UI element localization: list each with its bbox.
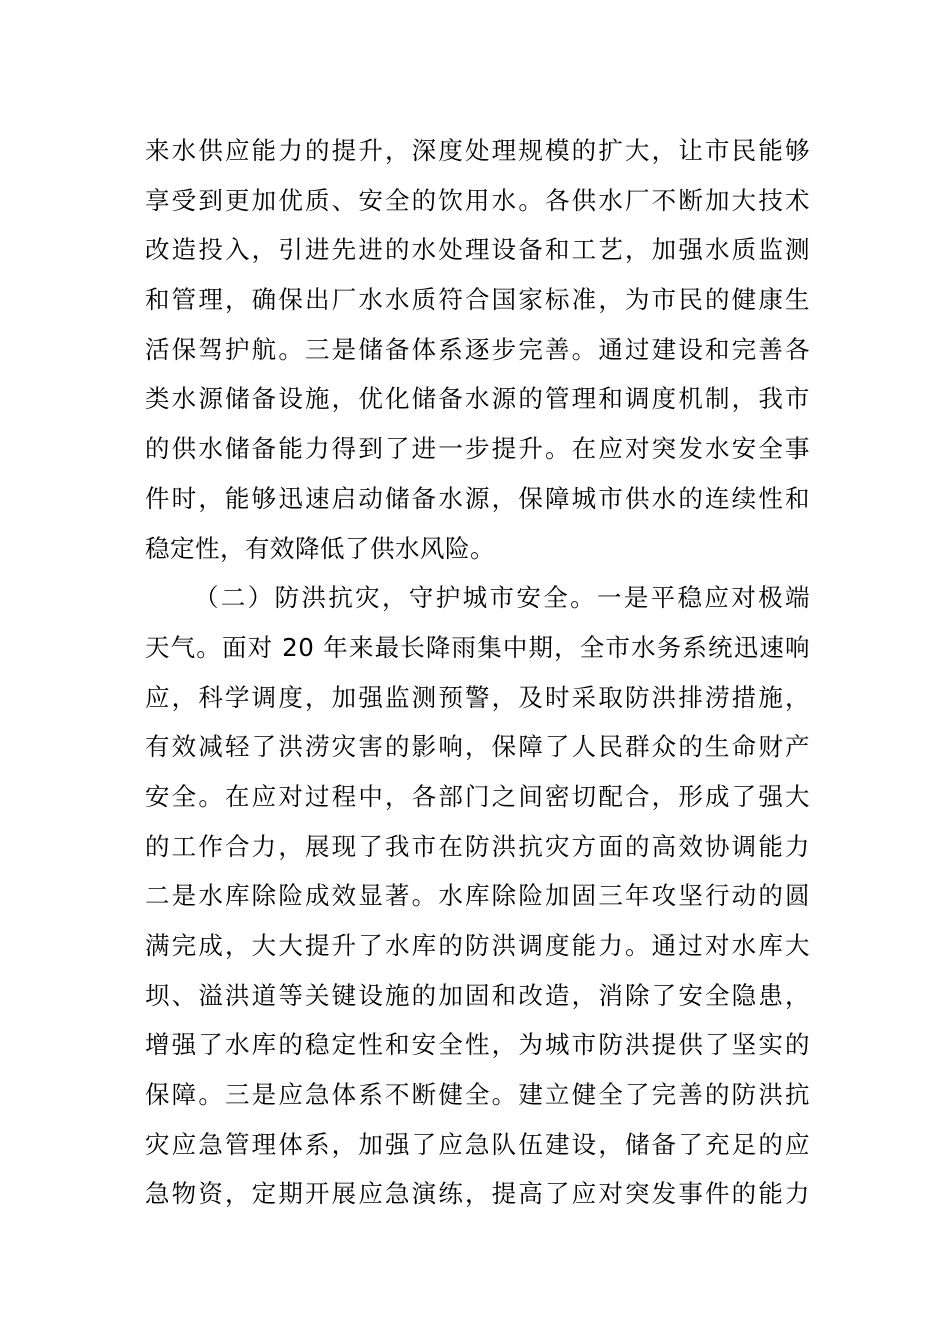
text-line: 灾应急管理体系，加强了应急队伍建设，储备了充足的应 (145, 1129, 810, 1159)
text-line: 件时，能够迅速启动储备水源，保障城市供水的连续性和 (145, 483, 810, 513)
text-line: 二是水库除险成效显著。水库除险加固三年攻坚行动的圆 (145, 881, 810, 911)
body-text (145, 126, 810, 1219)
text-line: 保障。三是应急体系不断健全。建立健全了完善的防洪抗 (145, 1080, 810, 1110)
text-line: 活保驾护航。三是储备体系逐步完善。通过建设和完善各 (145, 334, 810, 364)
text-line: 应，科学调度，加强监测预警，及时采取防洪排涝措施， (145, 682, 810, 712)
text-line: 满完成，大大提升了水库的防洪调度能力。通过对水库大 (145, 931, 810, 960)
text-line: 安全。在应对过程中，各部门之间密切配合，形成了强大 (145, 781, 810, 811)
section-heading-line: （二）防洪抗灾，守护城市安全。一是平稳应对极端 (194, 583, 810, 613)
text-line: 来水供应能力的提升，深度处理规模的扩大，让市民能够 (145, 136, 810, 165)
text-line: 有效减轻了洪涝灾害的影响，保障了人民群众的生命财产 (145, 732, 810, 762)
text-line: 类水源储备设施，优化储备水源的管理和调度机制，我市 (145, 384, 810, 414)
text-line: 的工作合力，展现了我市在防洪抗灾方面的高效协调能力 (145, 831, 810, 861)
text-line: 和管理，确保出厂水水质符合国家标准，为市民的健康生 (145, 285, 810, 315)
text-line: 的供水储备能力得到了进一步提升。在应对突发水安全事 (145, 434, 810, 464)
text-line: 改造投入，引进先进的水处理设备和工艺，加强水质监测 (145, 235, 810, 265)
text-line: 增强了水库的稳定性和安全性，为城市防洪提供了坚实的 (145, 1030, 810, 1060)
text-line: 急物资，定期开展应急演练，提高了应对突发事件的能力 (145, 1179, 810, 1209)
text-line: 坝、溢洪道等关键设施的加固和改造，消除了安全隐患， (145, 980, 810, 1010)
text-line: 天气。面对 20 年来最长降雨集中期，全市水务系统迅速响 (145, 632, 810, 662)
text-line: 稳定性，有效降低了供水风险。 (145, 533, 495, 563)
text-line: 享受到更加优质、安全的饮用水。各供水厂不断加大技术 (145, 185, 810, 215)
